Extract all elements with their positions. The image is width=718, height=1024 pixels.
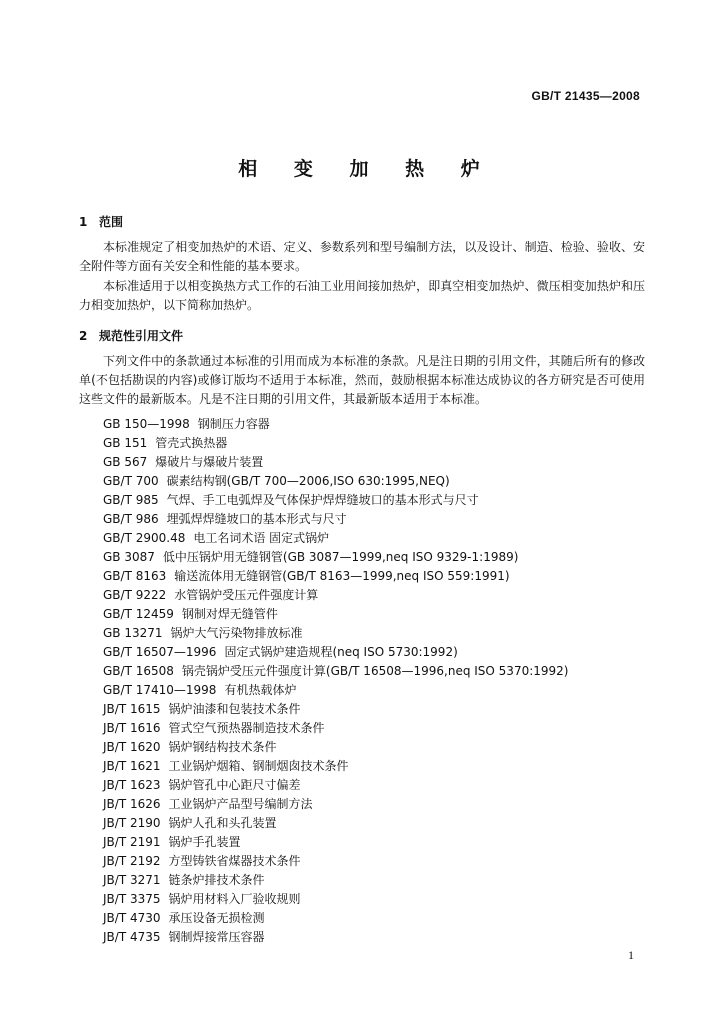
reference-item <box>103 567 568 586</box>
reference-title: 方型铸铁省煤器技术条件 <box>168 854 301 868</box>
section-2-paragraph-1: 下列文件中的条款通过本标准的引用而成为本标准的条款。凡是注日期的引用文件，其随后所有的修改单(不包括勘误的内容)或修订版均不适用于本标准，然而，鼓励根据本标准达成协议的各方研究是否可使用这些文件的最新版本。凡是不注日期的引用文件，其最新版本适用于本标准。 <box>79 354 645 406</box>
reference-code: GB 567 <box>103 455 148 469</box>
reference-item <box>103 795 568 814</box>
reference-title: 工业锅炉烟箱、钢制烟囱技术条件 <box>168 759 349 773</box>
reference-title: 锅炉大气污染物排放标准 <box>170 626 303 640</box>
document-title: 相 变 加 热 炉 <box>238 158 495 180</box>
reference-item <box>103 605 568 624</box>
reference-title: 钢制对焊无缝管件 <box>181 607 278 621</box>
reference-title: 电工名词术语 固定式锅炉 <box>193 531 330 545</box>
reference-code: JB/T 1616 <box>103 721 161 735</box>
section-1-paragraph-2: 本标准适用于以相变换热方式工作的石油工业用间接加热炉，即真空相变加热炉、微压相变加热炉和压力相变加热炉，以下简称加热炉。 <box>79 279 645 312</box>
reference-title: 水管锅炉受压元件强度计算 <box>174 588 319 602</box>
reference-title: 爆破片与爆破片装置 <box>155 455 264 469</box>
section-number: 1 <box>79 215 88 229</box>
reference-code: GB 13271 <box>103 626 163 640</box>
reference-code: JB/T 1621 <box>103 759 161 773</box>
reference-item <box>103 757 568 776</box>
reference-code: JB/T 1623 <box>103 778 161 792</box>
reference-title: 碳素结构钢(GB/T 700—2006,ISO 630:1995,NEQ) <box>166 474 450 488</box>
reference-title: 工业锅炉产品型号编制方法 <box>168 797 313 811</box>
reference-code: GB/T 2900.48 <box>103 531 186 545</box>
reference-code: GB/T 9222 <box>103 588 167 602</box>
reference-code: GB/T 985 <box>103 493 159 507</box>
reference-item <box>103 586 568 605</box>
reference-item <box>103 928 568 947</box>
reference-code: JB/T 2191 <box>103 835 161 849</box>
reference-item <box>103 415 568 434</box>
reference-code: JB/T 1620 <box>103 740 161 754</box>
reference-item <box>103 624 568 643</box>
reference-code: JB/T 2192 <box>103 854 161 868</box>
reference-code: GB 150—1998 <box>103 417 190 431</box>
normative-reference-list <box>103 415 568 947</box>
reference-item <box>103 833 568 852</box>
reference-title: 锅炉人孔和头孔装置 <box>168 816 277 830</box>
section-1-heading <box>79 213 123 230</box>
reference-item <box>103 662 568 681</box>
reference-item <box>103 814 568 833</box>
section-2-heading <box>79 327 183 344</box>
reference-item <box>103 529 568 548</box>
reference-code: GB 3087 <box>103 550 155 564</box>
reference-code: JB/T 3271 <box>103 873 161 887</box>
reference-item <box>103 719 568 738</box>
reference-title: 管壳式换热器 <box>155 436 228 450</box>
reference-item <box>103 776 568 795</box>
reference-title: 气焊、手工电弧焊及气体保护焊焊缝坡口的基本形式与尺寸 <box>166 493 479 507</box>
reference-item <box>103 852 568 871</box>
reference-title: 锅壳锅炉受压元件强度计算(GB/T 16508—1996,neq ISO 5370:1992) <box>181 664 569 678</box>
section-title: 范围 <box>99 215 124 229</box>
reference-title: 承压设备无损检测 <box>168 911 265 925</box>
reference-item <box>103 434 568 453</box>
reference-code: JB/T 1615 <box>103 702 161 716</box>
reference-code: GB/T 12459 <box>103 607 174 621</box>
reference-item <box>103 548 568 567</box>
reference-item <box>103 681 568 700</box>
reference-code: GB 151 <box>103 436 148 450</box>
reference-code: JB/T 3375 <box>103 892 161 906</box>
reference-code: JB/T 4735 <box>103 930 161 944</box>
reference-item <box>103 738 568 757</box>
reference-item <box>103 890 568 909</box>
reference-code: GB/T 16508 <box>103 664 174 678</box>
reference-code: GB/T 17410—1998 <box>103 683 217 697</box>
reference-title: 锅炉用材料入厂验收规则 <box>168 892 301 906</box>
reference-item <box>103 909 568 928</box>
reference-code: GB/T 986 <box>103 512 159 526</box>
section-number: 2 <box>79 329 88 343</box>
reference-title: 锅炉管孔中心距尺寸偏差 <box>168 778 301 792</box>
reference-item <box>103 871 568 890</box>
reference-title: 管式空气预热器制造技术条件 <box>168 721 325 735</box>
reference-code: JB/T 4730 <box>103 911 161 925</box>
standard-code: GB/T 21435—2008 <box>531 89 640 103</box>
reference-code: GB/T 16507—1996 <box>103 645 217 659</box>
reference-code: JB/T 2190 <box>103 816 161 830</box>
reference-code: GB/T 700 <box>103 474 159 488</box>
reference-title: 锅炉钢结构技术条件 <box>168 740 277 754</box>
reference-item <box>103 453 568 472</box>
page-number: 1 <box>628 948 634 962</box>
reference-code: JB/T 1626 <box>103 797 161 811</box>
reference-item <box>103 643 568 662</box>
reference-title: 锅炉手孔装置 <box>168 835 241 849</box>
reference-title: 钢制焊接常压容器 <box>168 930 265 944</box>
reference-title: 钢制压力容器 <box>197 417 270 431</box>
reference-item <box>103 491 568 510</box>
reference-title: 低中压锅炉用无缝钢管(GB 3087—1999,neq ISO 9329-1:1989) <box>162 550 519 564</box>
reference-title: 锅炉油漆和包装技术条件 <box>168 702 301 716</box>
section-title: 规范性引用文件 <box>99 329 184 343</box>
reference-item <box>103 700 568 719</box>
reference-code: GB/T 8163 <box>103 569 167 583</box>
reference-item <box>103 510 568 529</box>
reference-title: 输送流体用无缝钢管(GB/T 8163—1999,neq ISO 559:1991) <box>174 569 510 583</box>
reference-title: 固定式锅炉建造规程(neq ISO 5730:1992) <box>224 645 458 659</box>
reference-title: 埋弧焊焊缝坡口的基本形式与尺寸 <box>166 512 347 526</box>
reference-title: 链条炉排技术条件 <box>168 873 265 887</box>
reference-title: 有机热载体炉 <box>224 683 297 697</box>
reference-item <box>103 472 568 491</box>
section-1-paragraph-1: 本标准规定了相变加热炉的术语、定义、参数系列和型号编制方法，以及设计、制造、检验、验收、安全附件等方面有关安全和性能的基本要求。 <box>79 240 645 273</box>
